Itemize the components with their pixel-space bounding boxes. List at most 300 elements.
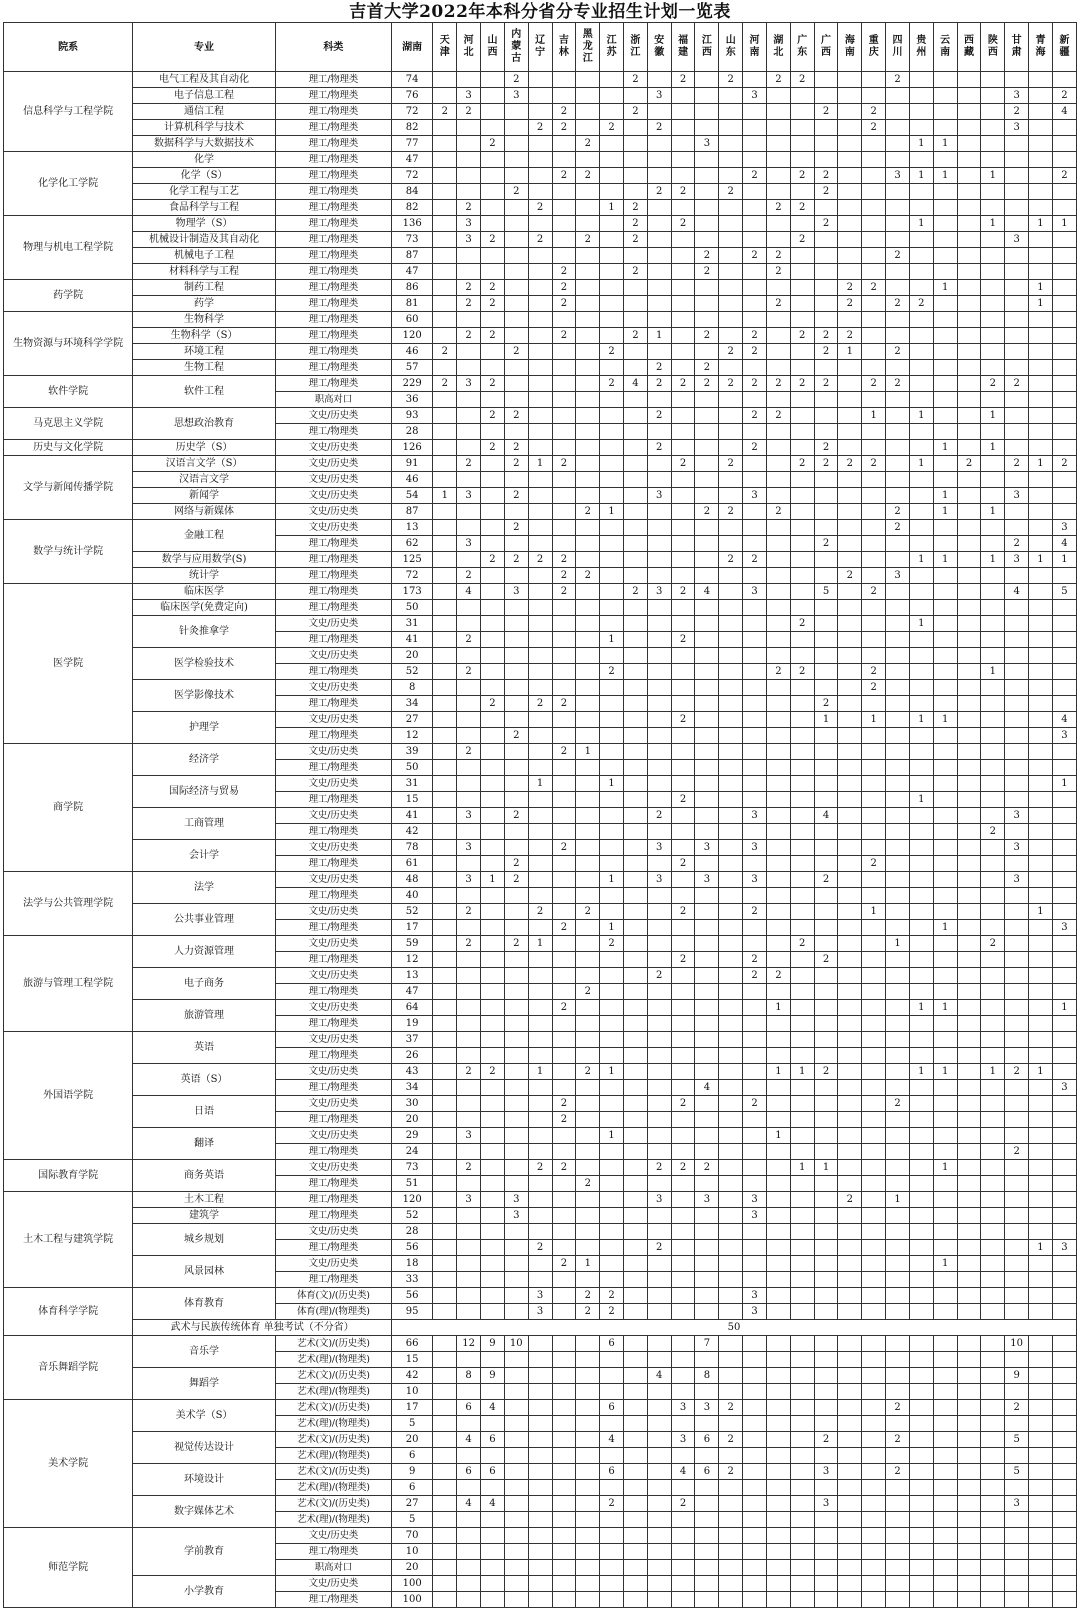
- province-quota-cell: [600, 1016, 624, 1032]
- province-quota-cell: [695, 680, 719, 696]
- province-quota-cell: [719, 1576, 743, 1592]
- province-quota-cell: 10: [504, 1336, 528, 1352]
- major-cell: 食品科学与工程: [133, 200, 275, 216]
- province-quota-cell: 3: [1005, 88, 1029, 104]
- province-quota-cell: [600, 680, 624, 696]
- province-quota-cell: [886, 280, 910, 296]
- province-quota-cell: [719, 120, 743, 136]
- province-quota-cell: 5: [1005, 1432, 1029, 1448]
- province-quota-cell: [1052, 1048, 1076, 1064]
- province-quota-cell: [671, 1224, 695, 1240]
- province-quota-cell: [481, 728, 505, 744]
- province-quota-cell: 2: [1052, 88, 1076, 104]
- table-row: [4, 680, 1077, 696]
- province-quota-cell: [504, 792, 528, 808]
- province-quota-cell: [981, 1464, 1005, 1480]
- province-quota-cell: [790, 824, 814, 840]
- province-quota-cell: [838, 616, 862, 632]
- province-quota-cell: [957, 984, 981, 1000]
- province-quota-cell: [886, 360, 910, 376]
- province-quota-cell: [790, 1496, 814, 1512]
- province-quota-cell: [838, 1000, 862, 1016]
- province-quota-cell: [671, 200, 695, 216]
- province-quota-cell: [838, 312, 862, 328]
- category-cell: 文史/历史类: [275, 1128, 391, 1144]
- province-quota-cell: [886, 1032, 910, 1048]
- province-quota-cell: [528, 1080, 552, 1096]
- province-quota-cell: [433, 328, 457, 344]
- province-quota-cell: [909, 936, 933, 952]
- province-quota-cell: [600, 536, 624, 552]
- province-quota-cell: [886, 872, 910, 888]
- province-quota-cell: [624, 840, 648, 856]
- province-quota-cell: [766, 280, 790, 296]
- province-quota-cell: [1029, 104, 1053, 120]
- province-quota-cell: [671, 504, 695, 520]
- province-quota-cell: 2: [695, 248, 719, 264]
- province-quota-cell: [647, 472, 671, 488]
- major-cell: 视觉传达设计: [133, 1432, 275, 1464]
- province-quota-cell: [600, 1080, 624, 1096]
- province-quota-cell: [814, 488, 838, 504]
- province-quota-cell: [647, 216, 671, 232]
- province-quota-cell: [838, 1464, 862, 1480]
- province-quota-cell: [814, 1400, 838, 1416]
- province-quota-cell: [647, 1032, 671, 1048]
- province-quota-cell: 2: [862, 584, 886, 600]
- province-quota-cell: [1029, 328, 1053, 344]
- province-quota-cell: [1029, 648, 1053, 664]
- major-cell: 城乡规划: [133, 1224, 275, 1256]
- province-quota-cell: [1029, 1464, 1053, 1480]
- province-quota-cell: [576, 472, 600, 488]
- hunan-quota-cell: 136: [391, 216, 432, 232]
- province-quota-cell: [576, 152, 600, 168]
- major-cell: 临床医学(免费定向): [133, 600, 275, 616]
- province-quota-cell: [695, 1112, 719, 1128]
- province-quota-cell: [1005, 616, 1029, 632]
- province-quota-cell: [576, 776, 600, 792]
- province-quota-cell: 3: [1052, 520, 1076, 536]
- province-quota-cell: [600, 696, 624, 712]
- province-quota-cell: [862, 1496, 886, 1512]
- province-quota-cell: 3: [457, 488, 481, 504]
- province-quota-cell: [528, 104, 552, 120]
- province-quota-cell: [1029, 1400, 1053, 1416]
- province-quota-cell: [552, 152, 576, 168]
- province-quota-cell: [1029, 1144, 1053, 1160]
- province-quota-cell: [528, 1576, 552, 1592]
- province-quota-cell: [671, 344, 695, 360]
- province-quota-cell: [528, 392, 552, 408]
- province-quota-cell: [957, 168, 981, 184]
- province-quota-cell: [647, 920, 671, 936]
- province-quota-cell: [528, 1384, 552, 1400]
- province-quota-cell: [576, 1368, 600, 1384]
- province-quota-cell: [1029, 1352, 1053, 1368]
- province-quota-cell: [576, 1384, 600, 1400]
- province-quota-cell: [838, 1368, 862, 1384]
- province-quota-cell: [886, 952, 910, 968]
- table-row: [4, 600, 1077, 616]
- province-quota-cell: [433, 264, 457, 280]
- province-quota-cell: [1029, 232, 1053, 248]
- province-quota-cell: [1029, 1080, 1053, 1096]
- province-quota-cell: [600, 1032, 624, 1048]
- province-quota-cell: [957, 248, 981, 264]
- province-quota-cell: [528, 488, 552, 504]
- province-quota-cell: [814, 1288, 838, 1304]
- province-quota-cell: [743, 1384, 767, 1400]
- province-quota-cell: [790, 488, 814, 504]
- province-quota-cell: [981, 488, 1005, 504]
- province-quota-cell: [1005, 392, 1029, 408]
- column-header: 黑 龙 江: [576, 23, 600, 72]
- province-quota-cell: [1052, 1128, 1076, 1144]
- province-quota-cell: [766, 328, 790, 344]
- province-quota-cell: [647, 248, 671, 264]
- province-quota-cell: [933, 808, 957, 824]
- province-quota-cell: [981, 952, 1005, 968]
- province-quota-cell: [933, 632, 957, 648]
- category-cell: 文史/历史类: [275, 904, 391, 920]
- province-quota-cell: [624, 1272, 648, 1288]
- province-quota-cell: [933, 1176, 957, 1192]
- province-quota-cell: 1: [766, 1128, 790, 1144]
- province-quota-cell: 2: [814, 872, 838, 888]
- province-quota-cell: [481, 104, 505, 120]
- column-header: 天 津: [433, 23, 457, 72]
- province-quota-cell: [862, 424, 886, 440]
- province-quota-cell: [1052, 472, 1076, 488]
- province-quota-cell: [981, 360, 1005, 376]
- province-quota-cell: [600, 984, 624, 1000]
- province-quota-cell: [766, 1384, 790, 1400]
- province-quota-cell: 2: [552, 568, 576, 584]
- province-quota-cell: [1005, 1528, 1029, 1544]
- province-quota-cell: [433, 312, 457, 328]
- province-quota-cell: [838, 1128, 862, 1144]
- province-quota-cell: 2: [552, 1256, 576, 1272]
- province-quota-cell: [886, 1144, 910, 1160]
- hunan-quota-cell: 229: [391, 376, 432, 392]
- category-cell: 文史/历史类: [275, 840, 391, 856]
- province-quota-cell: [433, 1592, 457, 1608]
- table-row: [4, 616, 1077, 632]
- province-quota-cell: 3: [647, 488, 671, 504]
- province-quota-cell: 2: [552, 696, 576, 712]
- province-quota-cell: 1: [600, 920, 624, 936]
- province-quota-cell: 2: [790, 664, 814, 680]
- province-quota-cell: [838, 168, 862, 184]
- province-quota-cell: [457, 472, 481, 488]
- province-quota-cell: [624, 920, 648, 936]
- province-quota-cell: [433, 872, 457, 888]
- category-cell: 文史/历史类: [275, 1000, 391, 1016]
- province-quota-cell: [886, 808, 910, 824]
- province-quota-cell: 2: [576, 984, 600, 1000]
- province-quota-cell: [1052, 1400, 1076, 1416]
- province-quota-cell: [909, 312, 933, 328]
- province-quota-cell: [838, 1336, 862, 1352]
- province-quota-cell: [1005, 1256, 1029, 1272]
- category-cell: 文史/历史类: [275, 968, 391, 984]
- province-quota-cell: [933, 1368, 957, 1384]
- province-quota-cell: [957, 1064, 981, 1080]
- province-quota-cell: [719, 904, 743, 920]
- province-quota-cell: [909, 1464, 933, 1480]
- province-quota-cell: [504, 1448, 528, 1464]
- province-quota-cell: [1052, 1352, 1076, 1368]
- province-quota-cell: [457, 1240, 481, 1256]
- province-quota-cell: 2: [624, 264, 648, 280]
- province-quota-cell: [933, 888, 957, 904]
- province-quota-cell: [1052, 424, 1076, 440]
- province-quota-cell: [886, 1240, 910, 1256]
- province-quota-cell: [886, 1416, 910, 1432]
- province-quota-cell: [504, 632, 528, 648]
- province-quota-cell: [504, 1544, 528, 1560]
- province-quota-cell: [957, 184, 981, 200]
- province-quota-cell: [862, 360, 886, 376]
- province-quota-cell: [1029, 344, 1053, 360]
- category-cell: 理工/物理类: [275, 296, 391, 312]
- hunan-quota-cell: 27: [391, 712, 432, 728]
- province-quota-cell: [647, 1128, 671, 1144]
- column-header: 浙 江: [624, 23, 648, 72]
- province-quota-cell: [695, 1256, 719, 1272]
- column-header: 湖 北: [766, 23, 790, 72]
- province-quota-cell: [862, 696, 886, 712]
- province-quota-cell: [1029, 1048, 1053, 1064]
- province-quota-cell: [457, 1000, 481, 1016]
- province-quota-cell: 2: [504, 552, 528, 568]
- province-quota-cell: [862, 632, 886, 648]
- province-quota-cell: [600, 568, 624, 584]
- province-quota-cell: [886, 1160, 910, 1176]
- college-cell: 信息科学与工程学院: [4, 72, 133, 152]
- province-quota-cell: 2: [719, 1432, 743, 1448]
- province-quota-cell: [600, 520, 624, 536]
- province-quota-cell: [624, 152, 648, 168]
- province-quota-cell: 2: [481, 232, 505, 248]
- province-quota-cell: [766, 1560, 790, 1576]
- province-quota-cell: 3: [528, 1288, 552, 1304]
- province-quota-cell: [1029, 1528, 1053, 1544]
- category-cell: 理工/物理类: [275, 888, 391, 904]
- province-quota-cell: [862, 1464, 886, 1480]
- province-quota-cell: 2: [457, 104, 481, 120]
- province-quota-cell: [719, 1096, 743, 1112]
- major-cell: 建筑学: [133, 1208, 275, 1224]
- province-quota-cell: [981, 872, 1005, 888]
- province-quota-cell: [1005, 1032, 1029, 1048]
- province-quota-cell: 2: [862, 456, 886, 472]
- province-quota-cell: [886, 968, 910, 984]
- province-quota-cell: [671, 168, 695, 184]
- province-quota-cell: [647, 1208, 671, 1224]
- province-quota-cell: [909, 1560, 933, 1576]
- table-row: [4, 136, 1077, 152]
- province-quota-cell: [886, 1544, 910, 1560]
- province-quota-cell: [1005, 696, 1029, 712]
- province-quota-cell: [552, 792, 576, 808]
- province-quota-cell: [600, 744, 624, 760]
- province-quota-cell: [624, 1352, 648, 1368]
- province-quota-cell: [909, 88, 933, 104]
- province-quota-cell: 2: [552, 1000, 576, 1016]
- province-quota-cell: [981, 344, 1005, 360]
- category-cell: 理工/物理类: [275, 552, 391, 568]
- major-cell: 医学检验技术: [133, 648, 275, 680]
- province-quota-cell: [695, 1096, 719, 1112]
- province-quota-cell: [1052, 248, 1076, 264]
- province-quota-cell: [433, 1160, 457, 1176]
- province-quota-cell: [933, 1032, 957, 1048]
- province-quota-cell: [719, 648, 743, 664]
- province-quota-cell: [1029, 88, 1053, 104]
- province-quota-cell: [647, 632, 671, 648]
- province-quota-cell: [886, 1048, 910, 1064]
- province-quota-cell: 2: [528, 120, 552, 136]
- province-quota-cell: [671, 1272, 695, 1288]
- province-quota-cell: [981, 584, 1005, 600]
- province-quota-cell: [909, 952, 933, 968]
- province-quota-cell: 2: [886, 1096, 910, 1112]
- province-quota-cell: [457, 1224, 481, 1240]
- province-quota-cell: [790, 648, 814, 664]
- province-quota-cell: [433, 248, 457, 264]
- province-quota-cell: 2: [814, 328, 838, 344]
- province-quota-cell: [433, 936, 457, 952]
- province-quota-cell: 4: [1052, 104, 1076, 120]
- province-quota-cell: [981, 1144, 1005, 1160]
- major-cell: 电气工程及其自动化: [133, 72, 275, 88]
- province-quota-cell: [671, 1256, 695, 1272]
- province-quota-cell: [695, 904, 719, 920]
- province-quota-cell: [695, 1528, 719, 1544]
- province-quota-cell: [886, 1288, 910, 1304]
- province-quota-cell: [1005, 776, 1029, 792]
- province-quota-cell: [957, 1208, 981, 1224]
- province-quota-cell: 4: [814, 808, 838, 824]
- province-quota-cell: [743, 424, 767, 440]
- major-cell: 历史学（S）: [133, 440, 275, 456]
- province-quota-cell: [624, 488, 648, 504]
- province-quota-cell: [457, 1272, 481, 1288]
- province-quota-cell: [957, 920, 981, 936]
- province-quota-cell: [838, 72, 862, 88]
- province-quota-cell: [981, 520, 1005, 536]
- province-quota-cell: [719, 1016, 743, 1032]
- province-quota-cell: [862, 312, 886, 328]
- province-quota-cell: [981, 248, 1005, 264]
- province-quota-cell: [504, 1304, 528, 1320]
- province-quota-cell: [933, 1592, 957, 1608]
- province-quota-cell: [695, 984, 719, 1000]
- province-quota-cell: [528, 952, 552, 968]
- province-quota-cell: 2: [457, 1160, 481, 1176]
- province-quota-cell: [433, 552, 457, 568]
- province-quota-cell: [481, 1512, 505, 1528]
- province-quota-cell: [624, 344, 648, 360]
- province-quota-cell: [647, 904, 671, 920]
- province-quota-cell: [909, 1192, 933, 1208]
- hunan-quota-cell: 86: [391, 280, 432, 296]
- province-quota-cell: [743, 1544, 767, 1560]
- category-cell: 文史/历史类: [275, 1096, 391, 1112]
- province-quota-cell: [695, 792, 719, 808]
- province-quota-cell: [1005, 328, 1029, 344]
- college-cell: 体育科学学院: [4, 1288, 133, 1336]
- province-quota-cell: [862, 296, 886, 312]
- province-quota-cell: [981, 1400, 1005, 1416]
- province-quota-cell: [528, 600, 552, 616]
- province-quota-cell: 2: [671, 72, 695, 88]
- province-quota-cell: [528, 376, 552, 392]
- province-quota-cell: 2: [671, 1496, 695, 1512]
- province-quota-cell: [576, 120, 600, 136]
- column-header: 山 西: [481, 23, 505, 72]
- province-quota-cell: [838, 1176, 862, 1192]
- province-quota-cell: [624, 856, 648, 872]
- province-quota-cell: 2: [743, 328, 767, 344]
- province-quota-cell: [862, 1176, 886, 1192]
- province-quota-cell: [838, 552, 862, 568]
- table-row: [4, 328, 1077, 344]
- table-row: [4, 184, 1077, 200]
- province-quota-cell: [933, 1112, 957, 1128]
- province-quota-cell: [504, 536, 528, 552]
- province-quota-cell: 2: [814, 184, 838, 200]
- province-quota-cell: [790, 952, 814, 968]
- province-quota-cell: [886, 1064, 910, 1080]
- province-quota-cell: [909, 184, 933, 200]
- college-cell: 法学与公共管理学院: [4, 872, 133, 936]
- province-quota-cell: 3: [457, 216, 481, 232]
- province-quota-cell: 2: [504, 184, 528, 200]
- province-quota-cell: 5: [1052, 584, 1076, 600]
- province-quota-cell: [814, 600, 838, 616]
- province-quota-cell: [1052, 328, 1076, 344]
- province-quota-cell: [671, 1544, 695, 1560]
- province-quota-cell: [886, 920, 910, 936]
- province-quota-cell: [481, 1112, 505, 1128]
- province-quota-cell: [552, 200, 576, 216]
- province-quota-cell: [981, 328, 1005, 344]
- province-quota-cell: [933, 536, 957, 552]
- province-quota-cell: [600, 72, 624, 88]
- province-quota-cell: [981, 1192, 1005, 1208]
- province-quota-cell: [600, 600, 624, 616]
- major-cell: 经济学: [133, 744, 275, 776]
- province-quota-cell: [624, 568, 648, 584]
- hunan-quota-cell: 100: [391, 1592, 432, 1608]
- province-quota-cell: 6: [457, 1400, 481, 1416]
- province-quota-cell: 2: [576, 232, 600, 248]
- province-quota-cell: [600, 552, 624, 568]
- province-quota-cell: 2: [433, 104, 457, 120]
- province-quota-cell: [624, 1032, 648, 1048]
- province-quota-cell: [790, 1208, 814, 1224]
- province-quota-cell: 2: [719, 1400, 743, 1416]
- province-quota-cell: [886, 1336, 910, 1352]
- category-cell: 文史/历史类: [275, 488, 391, 504]
- category-cell: 文史/历史类: [275, 520, 391, 536]
- province-quota-cell: [838, 1432, 862, 1448]
- province-quota-cell: [576, 1416, 600, 1432]
- province-quota-cell: [504, 424, 528, 440]
